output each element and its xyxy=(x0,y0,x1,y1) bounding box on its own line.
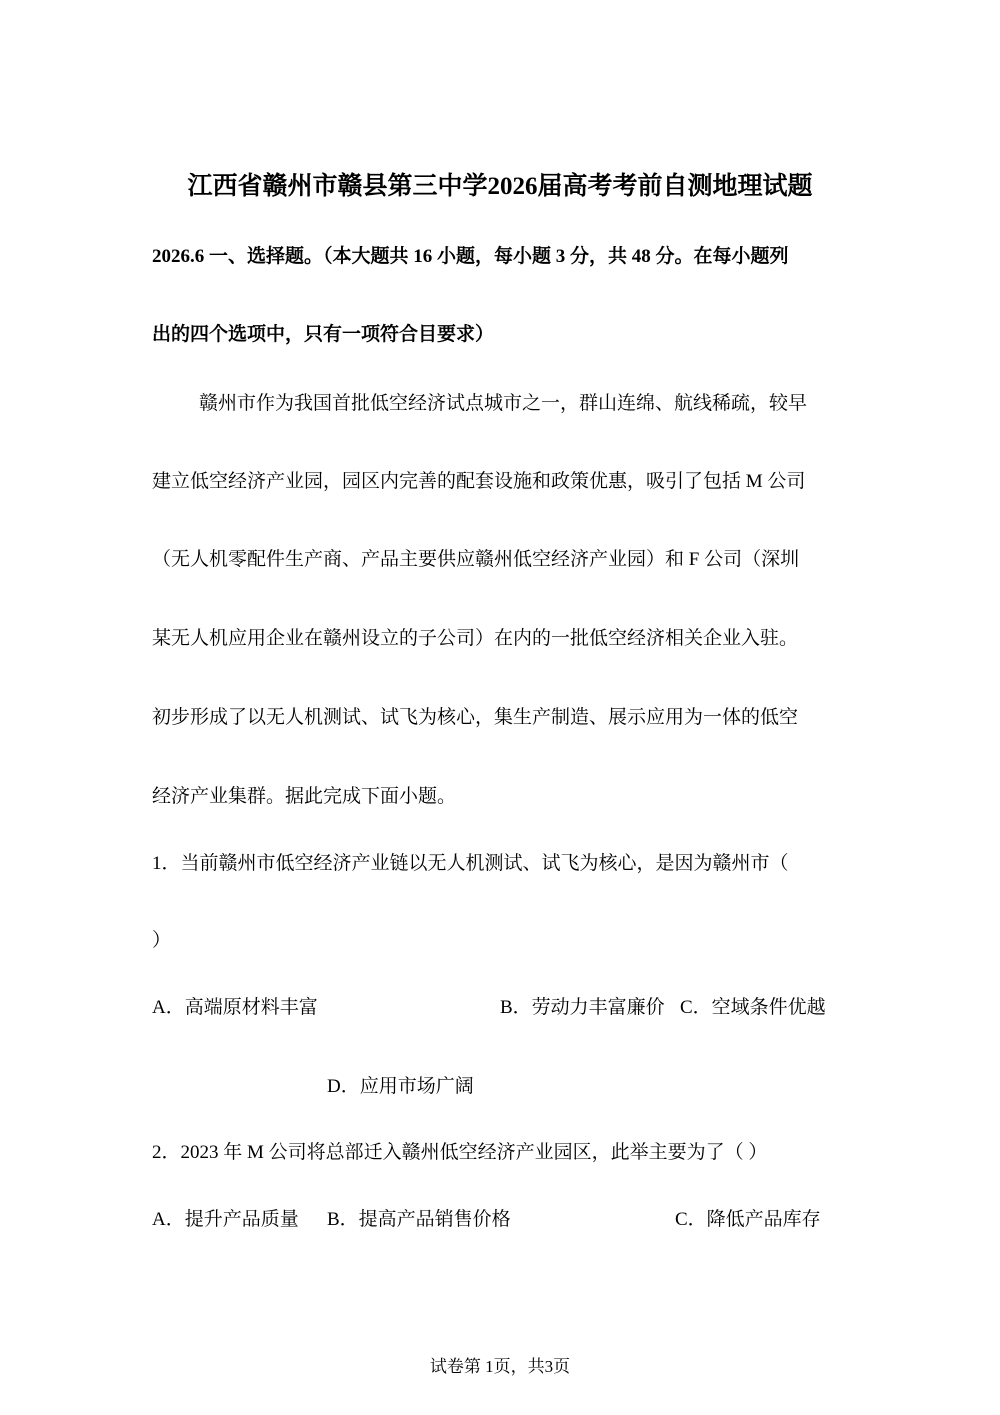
passage-line-4: 某无人机应用企业在赣州设立的子公司）在内的一批低空经济相关企业入驻。 xyxy=(152,628,799,649)
section-header-line-1: 2026.6 一、选择题。（本大题共 16 小题，每小题 3 分，共 48 分。在每小题列 xyxy=(152,246,789,267)
question-1-option-d: D．应用市场广阔 xyxy=(327,1076,474,1097)
question-1-option-a: A．高端原材料丰富 xyxy=(152,997,318,1018)
question-1-option-c: C．空域条件优越 xyxy=(680,997,826,1018)
question-2-stem: 2．2023 年 M 公司将总部迁入赣州低空经济产业园区，此举主要为了（ ） xyxy=(152,1142,768,1163)
page-footer: 试卷第 1页，共3页 xyxy=(429,1357,571,1376)
question-2-option-c: C．降低产品库存 xyxy=(675,1209,821,1230)
question-1-stem-close: ） xyxy=(152,930,172,951)
question-1-option-b: B．劳动力丰富廉价 xyxy=(500,997,665,1018)
passage-line-5: 初步形成了以无人机测试、试飞为核心，集生产制造、展示应用为一体的低空 xyxy=(152,707,799,728)
passage-line-3: （无人机零配件生产商、产品主要供应赣州低空经济产业园）和 F 公司（深圳 xyxy=(152,549,800,570)
section-header-line-2: 出的四个选项中，只有一项符合目要求） xyxy=(152,324,495,345)
question-1-stem: 1．当前赣州市低空经济产业链以无人机测试、试飞为核心，是因为赣州市（ xyxy=(152,853,789,874)
question-2-option-a: A．提升产品质量 xyxy=(152,1209,299,1230)
question-2-option-b: B．提高产品销售价格 xyxy=(327,1209,511,1230)
passage-line-6: 经济产业集群。据此完成下面小题。 xyxy=(152,786,457,807)
page-title: 江西省赣州市赣县第三中学2026届高考考前自测地理试题 xyxy=(187,173,813,200)
passage-line-1: 赣州市作为我国首批低空经济试点城市之一，群山连绵、航线稀疏，较早 xyxy=(199,393,808,414)
passage-line-2: 建立低空经济产业园，园区内完善的配套设施和政策优惠，吸引了包括 M 公司 xyxy=(152,471,806,492)
